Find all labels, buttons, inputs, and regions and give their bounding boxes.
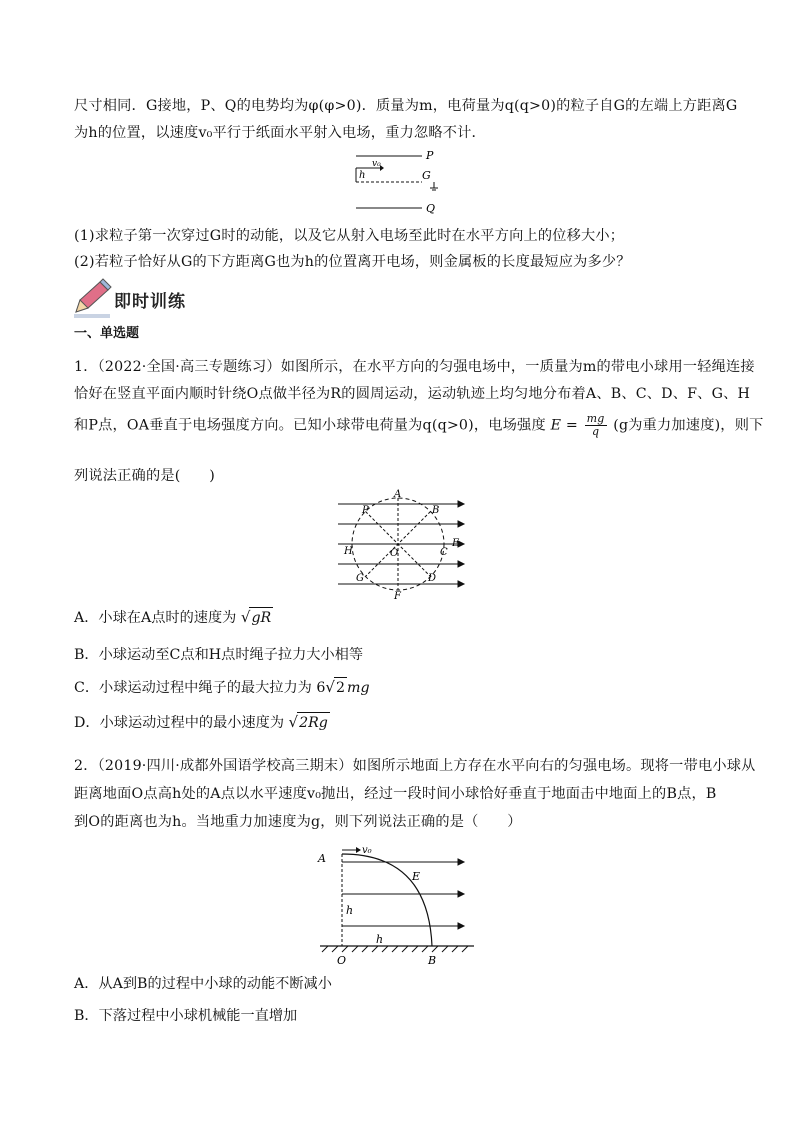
- banner-title: 即时训练: [114, 292, 186, 312]
- field-arrow-3: [458, 923, 464, 929]
- label-p: P: [426, 149, 434, 162]
- label-o: O: [390, 548, 399, 559]
- section-title: 一、单选题: [74, 326, 140, 341]
- pencil-icon: [70, 278, 114, 320]
- option-1d-text: D．小球运动过程中的最小速度为: [74, 715, 285, 731]
- label-g: G: [422, 169, 431, 182]
- circle-field-figure: [330, 486, 470, 602]
- field-equation: E =: [550, 417, 578, 434]
- problem2-line-1: 2．（2019·四川·成都外国语学校高三期末）如图所示地面上方存在水平向右的匀强电场。现将一带电小球从: [74, 758, 756, 774]
- fraction-denominator: q: [591, 425, 600, 438]
- label-o: O: [337, 954, 347, 967]
- label-d: D: [428, 573, 437, 584]
- option-1c-text: C．小球运动过程中绳子的最大拉力为 6: [74, 680, 326, 696]
- label-a: A: [318, 852, 326, 865]
- label-v0: v₀: [372, 159, 381, 169]
- problem2-line-3: 到O的距离也为h。当地重力加速度为g，则下列说法正确的是（ ）: [74, 814, 522, 830]
- label-b: B: [428, 954, 437, 967]
- option-1b[interactable]: [74, 645, 363, 665]
- option-1d-root: 2Rg: [297, 712, 330, 733]
- label-f: F: [394, 591, 401, 602]
- label-h-horizontal: h: [376, 933, 384, 946]
- option-1d[interactable]: D．小球运动过程中的最小速度为 √2Rg: [74, 713, 328, 731]
- option-1c-root: 2: [334, 677, 347, 698]
- problem1-line-3b: (g为重力加速度)，则下: [613, 417, 764, 434]
- intro-question-1: (1)求粒子第一次穿过G时的动能，以及它从射入电场至此时在水平方向上的位移大小；: [74, 228, 625, 244]
- practice-banner: [70, 278, 240, 320]
- problem2-line-2: 距离地面O点高h处的A点以水平速度v₀抛出，经过一段时间小球恰好垂直于地面击中地面上的B点，B: [74, 786, 717, 802]
- label-a: A: [394, 489, 402, 500]
- problem1-line-4: 列说法正确的是( ): [74, 468, 215, 484]
- label-h-vertical: h: [346, 904, 354, 917]
- option-1b-text: B．小球运动至C点和H点时绳子拉力大小相等: [74, 647, 364, 663]
- field-arrow-1: [458, 501, 464, 507]
- trajectory-curve: [342, 854, 432, 946]
- label-e: E: [412, 870, 421, 883]
- option-1a-text: A．小球在A点时的速度为: [74, 610, 237, 626]
- label-e: E: [452, 538, 460, 549]
- v0-arrowhead: [356, 847, 361, 853]
- option-1a-root: gR: [249, 607, 273, 628]
- problem1-line-1: 1．（2022·全国·高三专题练习）如图所示，在水平方向的匀强电场中，一质量为m的带电小球用一轻绳连接: [74, 359, 755, 375]
- intro-line-2: 为h的位置，以速度v₀平行于纸面水平射入电场，重力忽略不计．: [74, 125, 486, 141]
- label-h: H: [344, 546, 353, 557]
- label-v0: v₀: [362, 845, 372, 856]
- problem1-line-3: [74, 413, 763, 438]
- field-arrow-4: [458, 561, 464, 567]
- label-c: C: [440, 547, 448, 558]
- option-2a[interactable]: A．从A到B的过程中小球的动能不断减小: [74, 976, 332, 992]
- field-arrow-5: [458, 581, 464, 587]
- option-1c[interactable]: C．小球运动过程中绳子的最大拉力为 6√2 mg: [74, 678, 370, 696]
- label-q: Q: [426, 202, 436, 215]
- label-g: G: [356, 573, 364, 584]
- label-h: h: [359, 170, 366, 181]
- option-2b[interactable]: B．下落过程中小球机械能一直增加: [74, 1008, 298, 1024]
- intro-question-2: (2)若粒子恰好从G的下方距离G也为h的位置离开电场，则金属板的长度最短应为多少？: [74, 254, 631, 270]
- plates-figure: [346, 146, 446, 218]
- option-1a[interactable]: A．小球在A点时的速度为 √gR: [74, 608, 272, 626]
- field-arrow-2: [458, 891, 464, 897]
- field-arrow-2: [458, 521, 464, 527]
- intro-line-1: 尺寸相同．G接地，P、Q的电势均为φ(φ>0)．质量为m，电荷量为q(q>0)的粒子自G的左端上方距离G: [74, 98, 738, 114]
- field-fraction: [585, 413, 607, 438]
- fraction-numerator: mg: [586, 412, 605, 425]
- field-arrow-1: [458, 859, 464, 865]
- projectile-figure: [312, 840, 482, 970]
- option-1c-suffix: mg: [347, 680, 370, 696]
- label-p: P: [362, 505, 369, 516]
- label-b: B: [432, 505, 440, 516]
- problem1-line-2: 恰好在竖直平面内顺时针绕O点做半径为R的圆周运动，运动轨迹上均匀地分布着A、B、C、D、F、G、H: [74, 386, 751, 402]
- problem1-line-3a: 和P点，OA垂直于电场强度方向。已知小球带电荷量为q(q>0)，电场强度: [74, 417, 546, 434]
- ground-hatching: [322, 946, 468, 952]
